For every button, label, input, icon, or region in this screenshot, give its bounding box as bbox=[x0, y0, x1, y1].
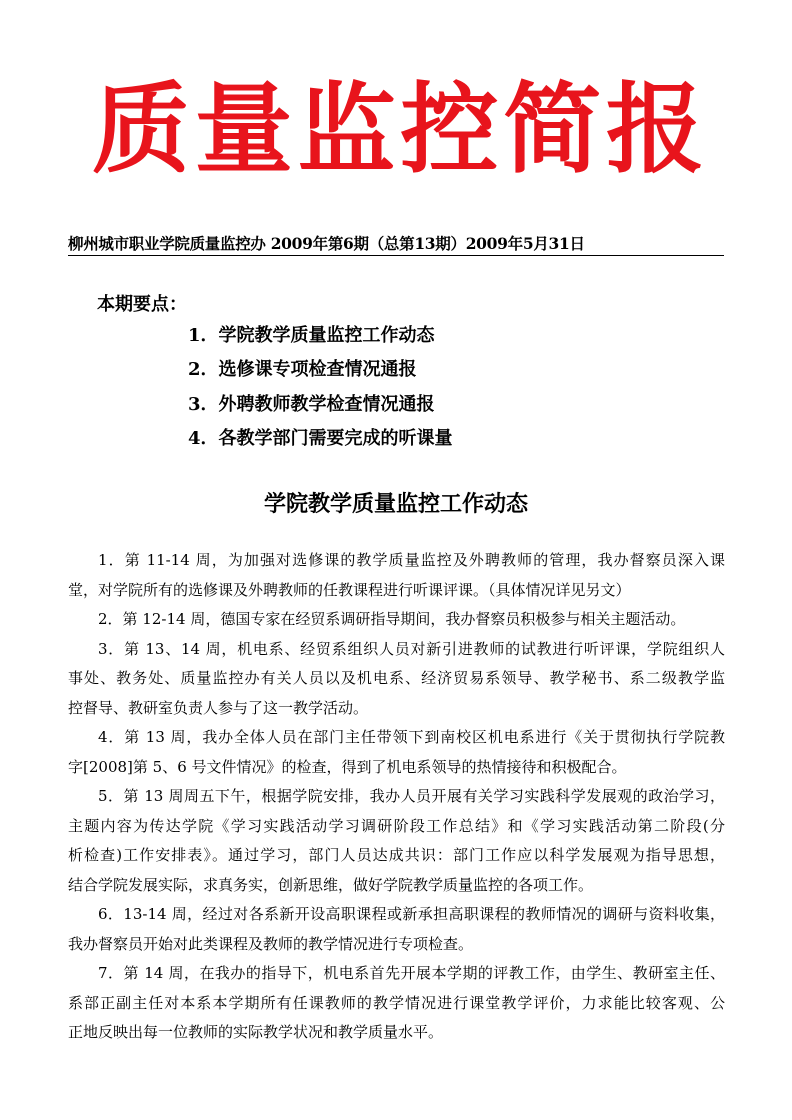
paragraph-line: 字[2008]第 5、6 号文件情况》的检查，得到了机电系领导的热情接待和积极配合。 bbox=[68, 757, 627, 776]
paragraph bbox=[68, 605, 725, 635]
key-point-item: 1．学院教学质量监控工作动态 bbox=[188, 325, 435, 346]
paragraph-line: 控督导、教研室负责人参与了这一教学活动。 bbox=[68, 698, 369, 717]
paragraph bbox=[68, 635, 725, 724]
masthead-char: 监 bbox=[297, 72, 396, 187]
paragraph-line: 2．第 12-14 周，德国专家在经贸系调研指导期间，我办督察员积极参与相关主题活动。 bbox=[98, 610, 686, 628]
paragraph-line: 事处、教务处、质量监控办有关人员以及机电系、经济贸易系领导、教学秘书、系二级教学监 bbox=[68, 669, 725, 687]
paragraph-line: 堂，对学院所有的选修课及外聘教师的任教课程进行听课评课。（具体情况详见另文） bbox=[68, 580, 631, 599]
paragraph bbox=[68, 782, 725, 900]
paragraph-line: 析检查)工作安排表》。通过学习，部门人员达成共识：部门工作应以科学发展观为指导思想， bbox=[68, 846, 725, 864]
masthead-char: 量 bbox=[194, 72, 293, 187]
masthead-char: 报 bbox=[605, 72, 704, 187]
masthead-char: 质 bbox=[92, 72, 191, 187]
paragraph-line: 7．第 14 周，在我办的指导下，机电系首先开展本学期的评教工作，由学生、教研室主任、 bbox=[98, 964, 725, 982]
key-point-item: 3．外聘教师教学检查情况通报 bbox=[188, 393, 435, 415]
paragraph-line: 6．13-14 周，经过对各系新开设高职课程或新承担高职课程的教师情况的调研与资料收集， bbox=[98, 905, 725, 923]
paragraph-line: 4．第 13 周，我办全体人员在部门主任带领下到南校区机电系进行《关于贯彻执行学院教 bbox=[98, 728, 725, 746]
paragraph bbox=[68, 546, 725, 605]
paragraph bbox=[68, 959, 725, 1048]
masthead-char: 简 bbox=[503, 72, 602, 187]
key-points-list bbox=[188, 323, 453, 460]
paragraph bbox=[68, 900, 725, 959]
section-title: 学院教学质量监控工作动态 bbox=[263, 491, 528, 517]
paragraph-line: 主题内容为传达学院《学习实践活动学习调研阶段工作总结》和《学习实践活动第二阶段(分 bbox=[68, 816, 725, 835]
paragraph-line: 5．第 13 周周五下午，根据学院安排，我办人员开展有关学习实践科学发展观的政治学习， bbox=[98, 787, 725, 805]
masthead-title bbox=[92, 70, 704, 190]
paragraph-line: 1．第 11-14 周，为加强对选修课的教学质量监控及外聘教师的管理，我办督察员深入课 bbox=[98, 551, 725, 569]
paragraph-line: 结合学院发展实际，求真务实，创新思维，做好学院教学质量监控的各项工作。 bbox=[68, 875, 594, 894]
paragraph-line: 正地反映出每一位教师的实际教学状况和教学质量水平。 bbox=[68, 1023, 444, 1041]
issue-info-line: 柳州城市职业学院质量监控办 2009年第6期（总第13期）2009年5月31日 bbox=[68, 232, 724, 256]
masthead-char: 控 bbox=[400, 72, 499, 187]
key-point-item: 2．选修课专项检查情况通报 bbox=[188, 359, 417, 381]
key-point-item: 4．各教学部门需要完成的听课量 bbox=[188, 427, 453, 449]
paragraph-line: 3．第 13、14 周，机电系、经贸系组织人员对新引进教师的试教进行听评课，学院组织人 bbox=[98, 639, 725, 658]
body-text bbox=[68, 546, 725, 1048]
paragraph-line: 系部正副主任对本系本学期所有任课教师的教学情况进行课堂教学评价，力求能比较客观、公 bbox=[68, 993, 725, 1012]
paragraph-line: 我办督察员开始对此类课程及教师的教学情况进行专项检查。 bbox=[68, 934, 474, 953]
key-points-heading: 本期要点： bbox=[97, 294, 187, 315]
paragraph bbox=[68, 723, 725, 782]
